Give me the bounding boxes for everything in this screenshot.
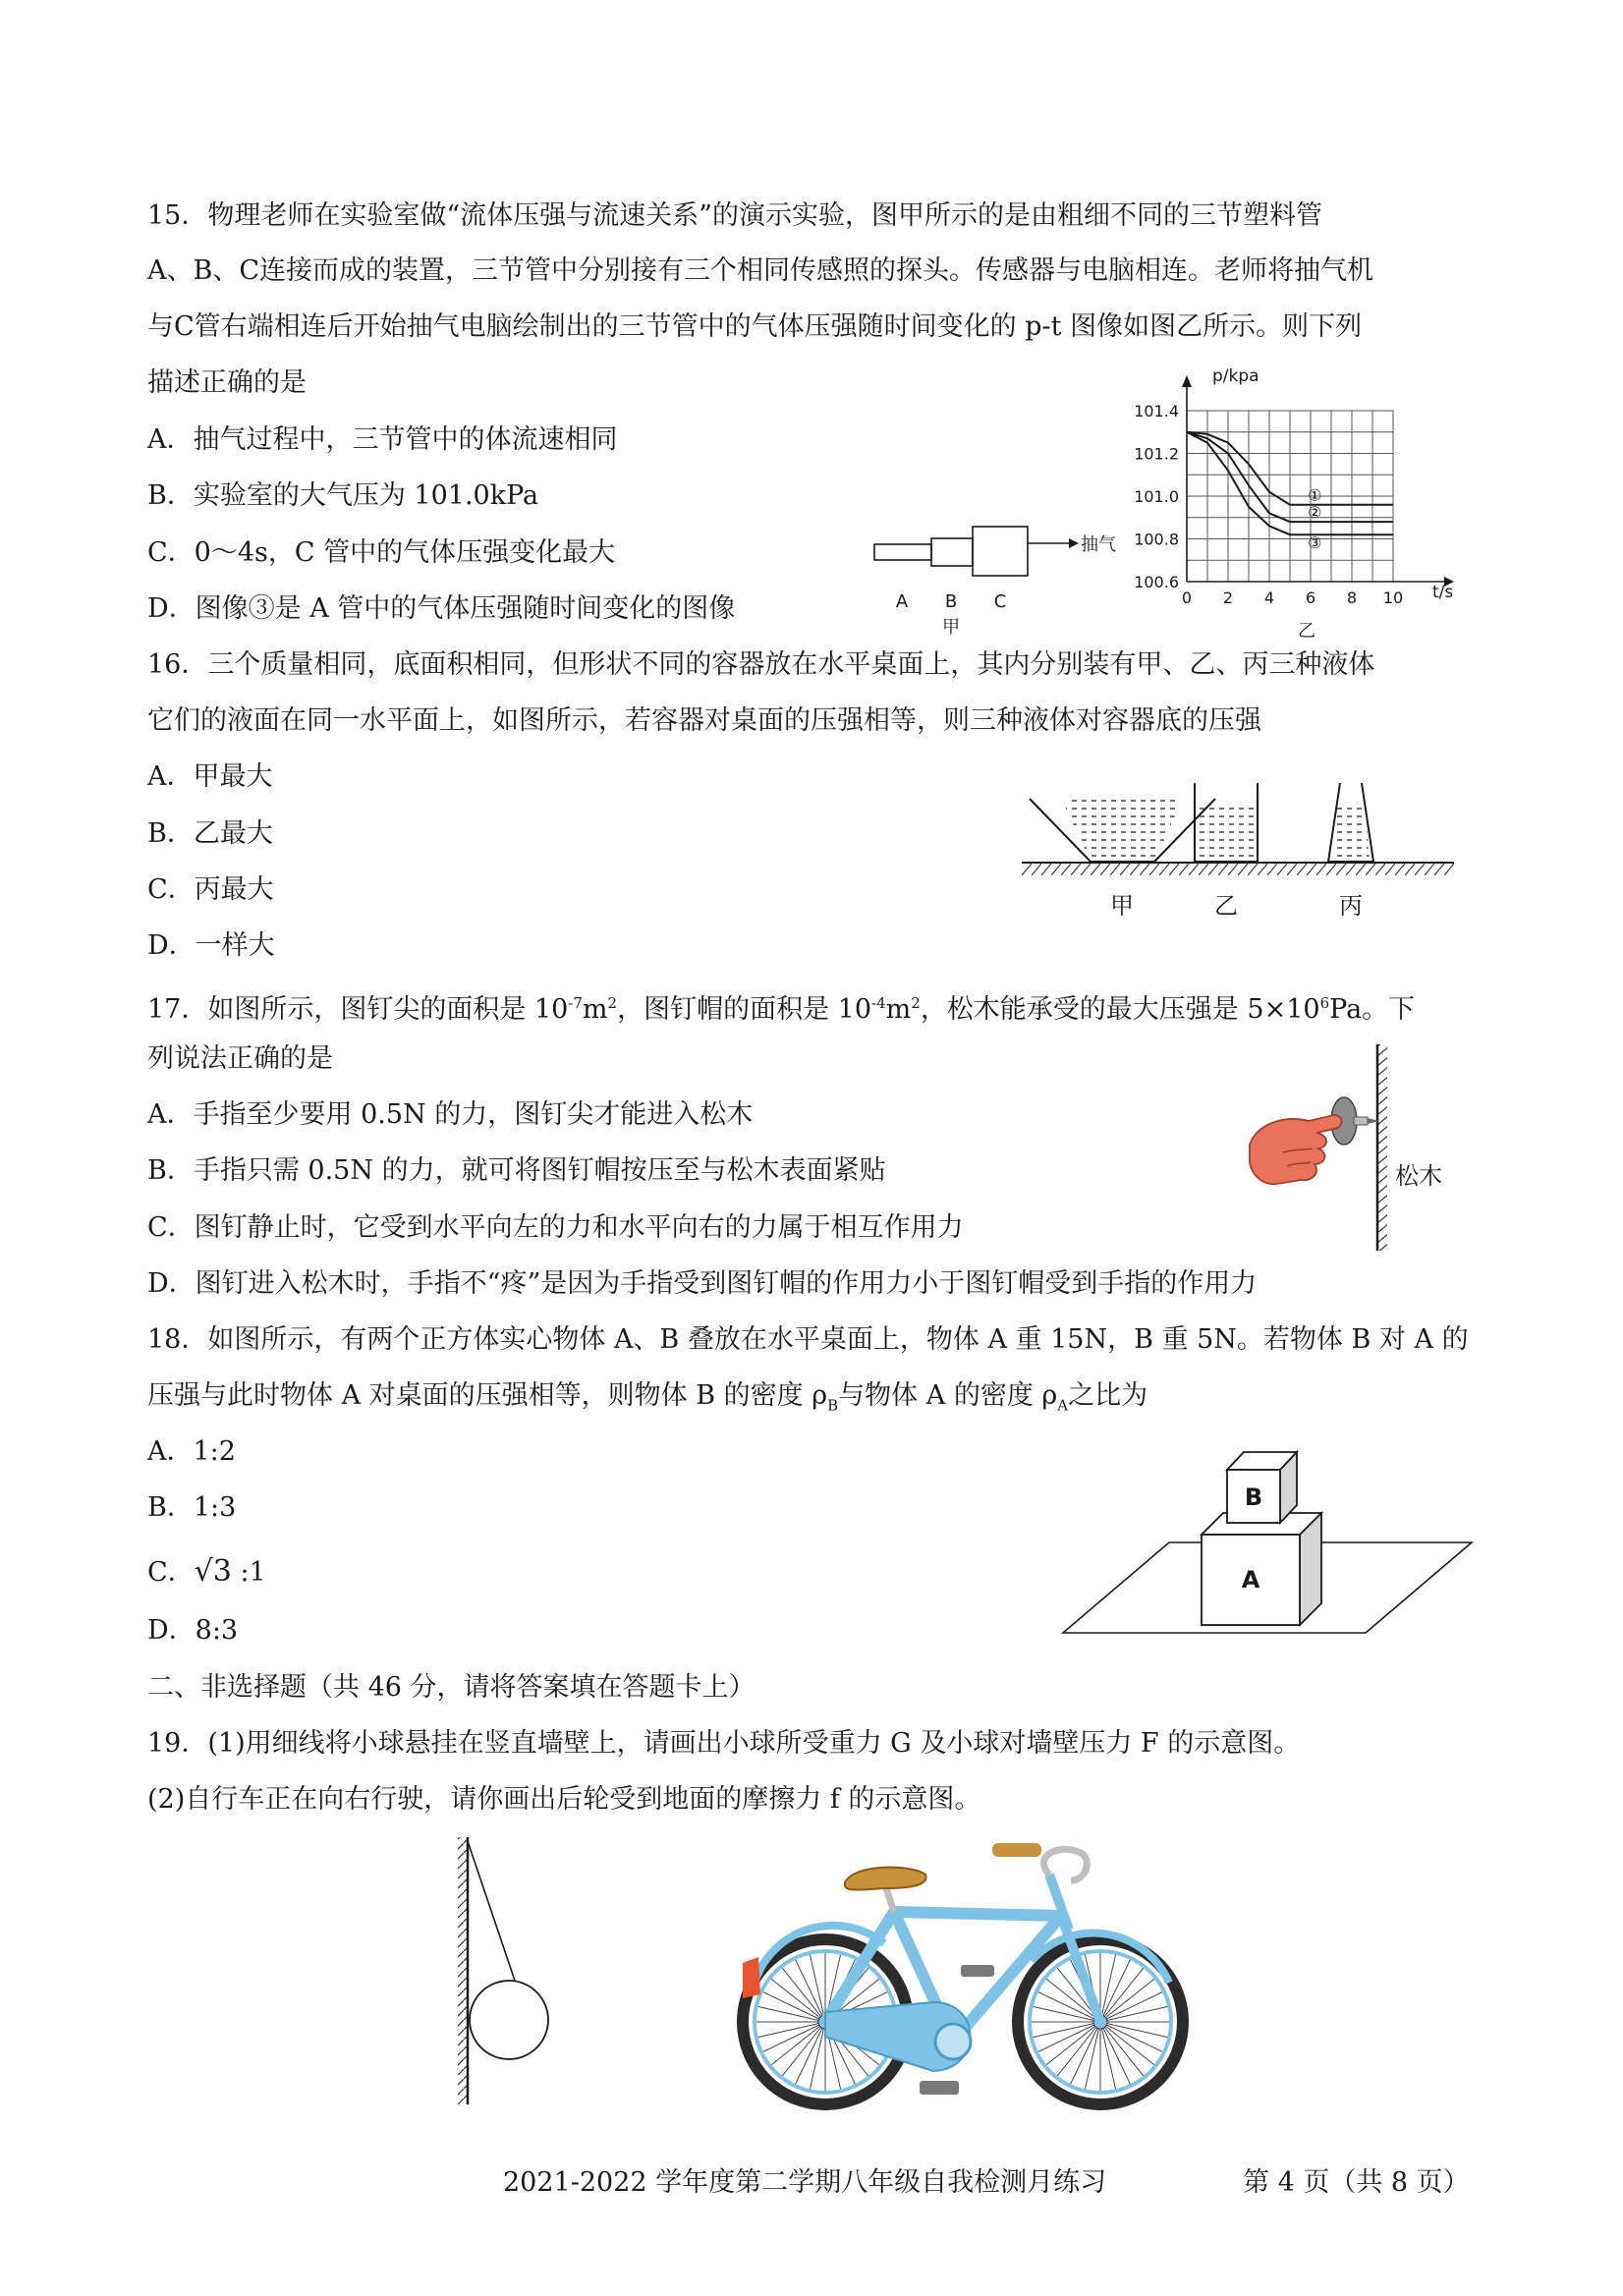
q16-option-b: B．乙最大 bbox=[147, 818, 273, 849]
tube-a bbox=[874, 544, 931, 560]
tube-b bbox=[931, 538, 973, 566]
figure-yi-caption: 乙 bbox=[1298, 621, 1315, 642]
q15-line-1: 15．物理老师在实验室做“流体压强与流速关系”的演示实验，图甲所示的是由粗细不同的三节塑料管 bbox=[147, 200, 1322, 231]
q16-option-a: A．甲最大 bbox=[147, 761, 273, 792]
tube-label-b: B bbox=[944, 591, 958, 612]
q18-line-2: 压强与此时物体 A 对桌面的压强相等，则物体 B 的密度 $\rho_B$与物体 A 的密度 $\rho_A$之比为 bbox=[147, 1380, 1148, 1415]
figure-jia-caption: 甲 bbox=[942, 617, 960, 638]
tube-label-a: A bbox=[895, 591, 909, 612]
q15-option-b: B．实验室的大气压为 101.0kPa bbox=[147, 480, 539, 511]
rear-wheel-spoke bbox=[761, 1991, 825, 2022]
footer-title: 2021-2022 学年度第二学期八年级自我检测月练习 bbox=[503, 2167, 1107, 2198]
pedal-top bbox=[961, 1965, 994, 1977]
container-bing-liquid bbox=[1332, 803, 1370, 862]
rear-wheel-spoke bbox=[795, 2022, 825, 2086]
figure-hanging-ball bbox=[454, 1833, 562, 2108]
pump-arrow-head bbox=[1069, 538, 1079, 548]
x-tick-label: 6 bbox=[1305, 588, 1316, 607]
series-label-1: ① bbox=[1308, 485, 1322, 505]
saddle bbox=[845, 1868, 926, 1890]
figure-yi-pt-chart bbox=[1120, 364, 1474, 644]
x-tick-label: 10 bbox=[1382, 588, 1404, 607]
handle-grip bbox=[992, 1843, 1041, 1857]
container-yi-liquid bbox=[1197, 803, 1256, 862]
q18-option-d: D．8:3 bbox=[147, 1615, 239, 1646]
series-label-3: ③ bbox=[1308, 533, 1322, 553]
pump-label: 抽气 bbox=[1081, 534, 1116, 555]
q18-line-1: 18．如图所示，有两个正方体实心物体 A、B 叠放在水平桌面上，物体 A 重 15N，B 重 5N。若物体 B 对 A 的 bbox=[147, 1324, 1469, 1355]
thumbtack-body bbox=[1354, 1117, 1368, 1125]
chart-ylabel: p/kpa bbox=[1212, 366, 1259, 386]
figure-thumbtack-wood bbox=[1248, 1036, 1464, 1253]
y-tick-label: 101.4 bbox=[1134, 402, 1179, 420]
q17-line-1: 17．如图所示，图钉尖的面积是 $10^{-7}m^2$，图钉帽的面积是 $10^{-4}m^2$，松木能承受的最大压强是 $5\times 10^6Pa$。下 bbox=[147, 994, 1416, 1025]
x-tick-label: 2 bbox=[1222, 588, 1234, 607]
q17-option-c: C．图钉静止时，它受到水平向左的力和水平向右的力属于相互作用力 bbox=[147, 1212, 964, 1243]
section-2-heading: 二、非选择题（共 46 分，请将答案填在答题卡上） bbox=[147, 1672, 756, 1703]
wood-label: 松木 bbox=[1395, 1162, 1442, 1190]
front-wheel-spoke bbox=[1036, 2022, 1100, 2052]
container-label-bing: 丙 bbox=[1339, 892, 1363, 920]
y-axis-arrow bbox=[1182, 375, 1192, 387]
x-tick-label: 4 bbox=[1263, 588, 1275, 607]
q15-line-3: 与C管右端相连后开始抽气电脑绘制出的三节管中的气体压强随时间变化的 p-t 图像如图乙所示。则下列 bbox=[147, 311, 1363, 342]
rear-wheel-spoke bbox=[795, 1958, 825, 2022]
front-wheel-spoke bbox=[1070, 2022, 1100, 2086]
q15-line-2: A、B、C连接而成的装置，三节管中分别接有三个相同传感照的探头。传感器与电脑相连。老师将抽气机 bbox=[147, 255, 1373, 286]
q18-option-c: C．√3 :1 bbox=[147, 1554, 266, 1589]
q15-option-a: A．抽气过程中，三节管中的体流速相同 bbox=[147, 424, 618, 455]
crank bbox=[935, 2024, 971, 2059]
container-label-jia: 甲 bbox=[1110, 892, 1134, 920]
tube-c bbox=[973, 527, 1028, 576]
q15-option-c: C．0～4s，C 管中的气体压强变化最大 bbox=[147, 537, 616, 568]
container-label-yi: 乙 bbox=[1214, 892, 1238, 920]
q15-line-4: 描述正确的是 bbox=[147, 367, 307, 398]
q19-line-2: (2)自行车正在向右行驶，请你画出后轮受到地面的摩擦力 f 的示意图。 bbox=[147, 1784, 981, 1815]
q17-option-b: B．手指只需 0.5N 的力，就可将图钉帽按压至与松木表面紧贴 bbox=[147, 1155, 886, 1186]
series-label-2: ② bbox=[1308, 503, 1322, 523]
q19-line-1: 19．(1)用细线将小球悬挂在竖直墙壁上，请画出小球所受重力 G 及小球对墙壁压力 F 的示意图。 bbox=[147, 1728, 1301, 1759]
string bbox=[468, 1841, 515, 1981]
y-tick-label: 101.0 bbox=[1134, 487, 1179, 506]
figure-three-containers bbox=[1022, 781, 1454, 928]
wall-hatch bbox=[458, 1837, 468, 2104]
q18-option-a: A．1:2 bbox=[147, 1436, 236, 1467]
q17-line-2: 列说法正确的是 bbox=[147, 1043, 333, 1074]
footer-page-number: 第 4 页（共 8 页） bbox=[1243, 2167, 1470, 2198]
table-hatch bbox=[1022, 864, 1454, 875]
q16-line-1: 16．三个质量相同，底面积相同，但形状不同的容器放在水平桌面上，其内分别装有甲、乙、丙三种液体 bbox=[147, 649, 1375, 680]
chart-axes bbox=[1182, 375, 1454, 587]
rear-wheel-spoke bbox=[761, 2022, 825, 2052]
x-tick-label: 8 bbox=[1346, 588, 1358, 607]
front-wheel-spoke bbox=[1100, 2022, 1164, 2052]
rear-reflector bbox=[743, 1957, 760, 1998]
y-tick-label: 100.8 bbox=[1134, 530, 1179, 549]
pedal-bottom bbox=[920, 2081, 959, 2095]
q17-option-d: D．图钉进入松木时，手指不“疼”是因为手指受到图钉帽的作用力小于图钉帽受到手指的作用力 bbox=[147, 1268, 1258, 1299]
figure-stacked-cubes bbox=[1061, 1442, 1474, 1639]
chart-grid bbox=[1187, 411, 1393, 582]
y-tick-label: 100.6 bbox=[1134, 573, 1179, 591]
front-wheel-spoke bbox=[1100, 2022, 1131, 2086]
wood-hatch bbox=[1377, 1044, 1387, 1251]
q18-option-b: B．1:3 bbox=[147, 1492, 237, 1523]
ball bbox=[470, 1981, 548, 2059]
figure-jia-tubes bbox=[865, 511, 1120, 639]
q16-line-2: 它们的液面在同一水平面上，如图所示，若容器对桌面的压强相等，则三种液体对容器底的压强 bbox=[147, 705, 1261, 736]
cube-a-label: A bbox=[1241, 1566, 1260, 1594]
front-wheel-spoke bbox=[1100, 1958, 1131, 2022]
q16-option-d: D．一样大 bbox=[147, 930, 275, 961]
q15-option-d: D．图像③是 A 管中的气体压强随时间变化的图像 bbox=[147, 593, 736, 624]
chart-xlabel: t/s bbox=[1432, 583, 1454, 602]
q16-option-c: C．丙最大 bbox=[147, 874, 274, 905]
x-tick-label: 0 bbox=[1181, 588, 1193, 607]
front-wheel-spoke bbox=[1100, 1991, 1164, 2022]
q17-option-a: A．手指至少要用 0.5N 的力，图钉尖才能进入松木 bbox=[147, 1099, 754, 1130]
figure-bicycle bbox=[737, 1835, 1189, 2110]
cube-b-label: B bbox=[1244, 1484, 1263, 1511]
tube-label-c: C bbox=[993, 591, 1007, 612]
y-tick-label: 101.2 bbox=[1134, 444, 1179, 464]
